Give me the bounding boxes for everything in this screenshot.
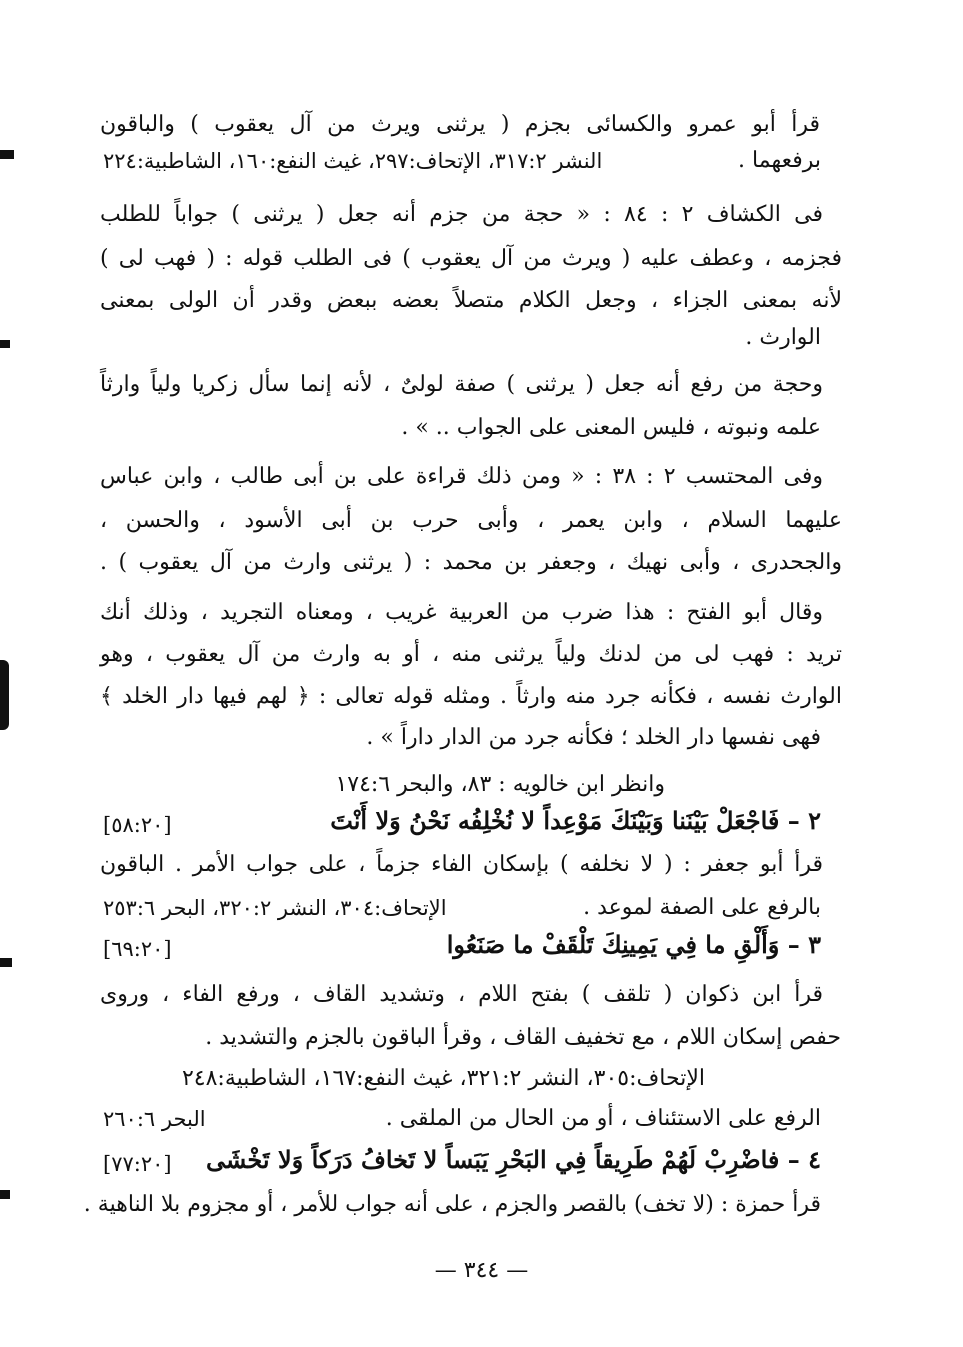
text-line: حفص إسكان اللام ، مع تخفيف القاف ، وقرأ الباقون بالجزم والتشديد . xyxy=(205,1025,841,1050)
text-line: برفعهما . xyxy=(738,148,821,173)
scan-edge-mark xyxy=(0,660,9,730)
text-line: تريد : فهب لى من لدنك ولياً يرثنى منه ، أو به وارث من آل يعقوب ، وهو xyxy=(100,642,842,667)
text-line: الوارث نفسه ، فكأنه جرد منه وارثاً . ومثله قوله تعالى : ﴿ لهم فيها دار الخلد ﴾ xyxy=(100,684,842,709)
page-number: — ٣٤٤ — xyxy=(434,1258,529,1283)
verse-reference: [٦٩:٢٠] xyxy=(103,937,172,961)
scan-edge-mark xyxy=(0,958,12,967)
text-line: الرفع على الاستئناف ، أو من الحال من الملقى . xyxy=(385,1106,821,1131)
text-line: وانظر ابن خالويه : ٨٣، والبحر ١٧٤:٦ xyxy=(335,772,665,797)
text-line: قرأ حمزة : (لا تخف) بالقصر والجزم ، على أنه جواب للأمر ، أو مجزوم بلا الناهية . xyxy=(83,1192,821,1217)
scan-edge-mark xyxy=(0,340,10,348)
text-line: وفى المحتسب ٢ : ٣٨ : « ومن ذلك قراءة على بن أبى طالب ، وابن عباس xyxy=(100,464,823,489)
quran-verse: ٣ – وَأَلْقِ ما فِي يَمِينِكَ تَلْقَفْ ما صَنَعُوا xyxy=(446,930,821,959)
verse-reference: [٧٧:٢٠] xyxy=(103,1152,172,1176)
text-line: فهى نفسها دار الخلد ؛ فكأنه جرد من الدار داراً » . xyxy=(366,725,821,750)
quran-verse: ٤ – فاضْرِبْ لَهُمْ طَرِيقاً فِي البَحْرِ يَبَساً لا تَخافُ دَرَكاً وَلا تَخْشَى xyxy=(206,1145,821,1174)
quran-verse: ٢ – فَاجْعَلْ بَيْنَنا وَبَيْنَكَ مَوْعِداً لا نُخْلِفُه نَحْنُ وَلا أَنْتَ xyxy=(330,806,821,835)
text-line: علمه ونبوته ، فليس المعنى على الجواب .. » . xyxy=(401,415,821,440)
text-line: وحجة من رفع أنه جعل ( يرثنى ) صفة لولىٌ ، لأنه إنما سأل زكريا ولياً وارثاً xyxy=(100,372,823,397)
text-line: والجحدرى ، وأبى نهيك ، وجعفر بن محمد : ( يرثنى وارث من آل يعقوب ) . xyxy=(100,550,842,575)
text-line: لأنه بمعنى الجزاء ، وجعل الكلام متصلاً بعضه ببعض وقدر أن الولى بمعنى xyxy=(100,288,842,313)
text-line: قرأ أبو جعفر : ( لا نخلفه ) بإسكان الفاء جزماً ، على جواب الأمر . الباقون xyxy=(100,852,823,877)
reference-line: النشر ٣١٧:٢، الإتحاف:٢٩٧، غيث النفع:١٦٠، الشاطبية:٢٢٤ xyxy=(103,149,603,173)
scan-edge-mark xyxy=(0,1190,10,1199)
text-line: الوارث . xyxy=(745,325,821,350)
text-line: قرأ ابن ذكوان ( تلقف ) بفتح اللام ، وتشديد القاف ، ورفع الفاء ، وروى xyxy=(100,982,823,1007)
scan-edge-mark xyxy=(0,150,14,159)
text-line: قرأ أبو عمرو والكسائى بجزم ( يرثنى ويرث من آل يعقوب ) والباقون xyxy=(100,112,820,137)
reference-line: البحر ٢٦٠:٦ xyxy=(103,1107,206,1131)
text-line: الإتحاف:٣٠٥، النشر ٣٢١:٢، غيث النفع:١٦٧، الشاطبية:٢٤٨ xyxy=(181,1066,705,1091)
text-line: وقال أبو الفتح : هذا ضرب من العربية غريب ، ومعناه التجريد ، وذلك أنك xyxy=(100,600,823,625)
text-line: فى الكشاف ٢ : ٨٤ : « حجة من جزم أنه جعل ( يرثنى ) جواباً للطلب xyxy=(100,202,823,227)
text-line: بالرفع على الصفة لموعد . xyxy=(583,895,821,920)
verse-reference: [٥٨:٢٠] xyxy=(103,813,172,837)
text-line: عليهما السلام ، وابن يعمر ، وأبى حرب بن أبى الأسود ، والحسن ، xyxy=(100,508,842,533)
text-line: فجزمه ، وعطف عليه ( ويرث من آل يعقوب ) فى الطلب قوله : ( فهب لى ) xyxy=(100,246,842,271)
reference-line: الإتحاف:٣٠٤، النشر ٣٢٠:٢، البحر ٢٥٣:٦ xyxy=(103,896,447,920)
